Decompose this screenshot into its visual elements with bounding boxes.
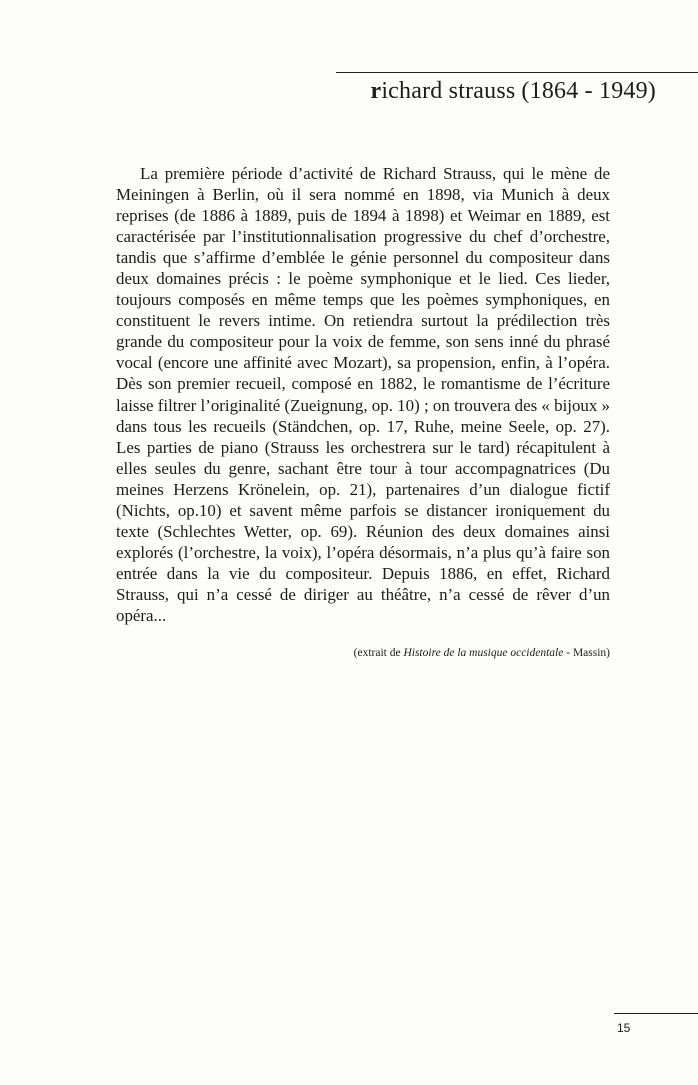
composer-name <box>370 78 515 104</box>
source-prefix: (extrait de <box>353 647 404 659</box>
header-rule <box>336 72 698 73</box>
composer-dates: (1864 - 1949) <box>521 78 656 104</box>
composer-name-initial: r <box>370 78 382 104</box>
source-citation <box>354 647 610 659</box>
chapter-title <box>370 78 656 105</box>
composer-name-rest: ichard strauss <box>381 78 516 104</box>
source-book-title: Histoire de la musique occidentale <box>403 647 564 659</box>
body-paragraph: La première période d’activité de Richard Strauss, qui le mène de Meiningen à Berlin, où il sera nommé en 1898, via Munich à deux reprises (de 1886 à 1889, puis de 1894 à 1898) et Weimar en 1889, est caractérisée par l’institutionnalisation progressive du chef d’orchestre, tandis que s’affirme d’emblée le génie personnel du compositeur dans deux domaines précis : le poème symphonique et le lied. Ces lieder, toujours composés en même temps que les poèmes symphoniques, en constituent le revers intime. On retiendra surtout la prédilection très grande du compositeur pour la voix de femme, son sens inné du phrasé vocal (encore une affinité avec Mozart), sa propension, enfin, à l’opéra. Dès son premier recueil, composé en 1882, le romantisme de l’écriture laisse filtrer l’originalité (Zueignung, op. 10) ; on trouvera des « bijoux » dans tous les recueils (Ständchen, op. 17, Ruhe, meine Seele, op. 27). Les parties de piano (Strauss les orchestrera sur le tard) récapitulent à elles seules du genre, sachant être tour à tour accompagnatrices (Du meines Herzens Krönelein, op. 21), partenaires d’un dialogue fictif (Nichts, op.10) et savent même parfois se distancer ironiquement du texte (Schlechtes Wetter, op. 69). Réunion des deux domaines ainsi explorés (l’orchestre, la voix), l’opéra désormais, n’a plus qu’à faire son entrée dans la vie du compositeur. Depuis 1886, en effet, Richard Strauss, qui n’a cessé de diriger au théâtre, n’a cessé de rêver d’un opéra... <box>116 164 610 625</box>
page-number: 15 <box>617 1021 631 1035</box>
source-suffix: - Massin) <box>563 647 610 659</box>
footer-rule <box>614 1013 698 1014</box>
